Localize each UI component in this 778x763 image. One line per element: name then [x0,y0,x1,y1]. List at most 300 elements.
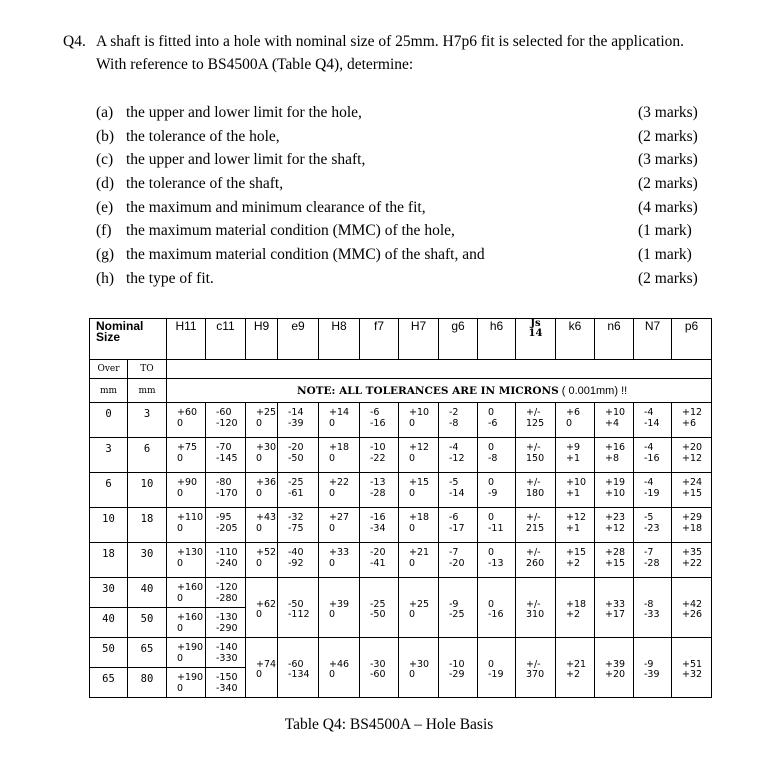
tolerance-cell [516,578,556,638]
tolerance-cell [478,638,516,698]
upper-deviation: +20 [682,442,703,453]
tolerance-cell [672,403,712,438]
upper-deviation: +130 [177,547,204,558]
question-part [96,101,708,125]
bs4500a-table [89,318,712,698]
upper-deviation: +23 [605,512,626,523]
upper-deviation: +21 [566,658,587,670]
tolerance-cell [319,508,360,543]
lower-deviation: +2 [566,609,581,620]
tolerance-cell [634,578,672,638]
upper-deviation: +160 [177,612,204,623]
lower-deviation: +17 [605,609,626,620]
upper-deviation: -25 [370,598,386,610]
tolerance-cell [399,578,439,638]
lower-deviation: +12 [682,452,703,464]
tolerance-cell [278,638,319,698]
upper-deviation: -4 [644,442,654,453]
upper-deviation: +29 [682,512,703,523]
lower-deviation: -8 [488,452,498,464]
column-header: f7 [360,319,399,360]
unit-to: mm [128,379,167,403]
size-range-value: 3 [128,403,167,438]
upper-deviation: +46 [329,658,350,670]
lower-deviation: 125 [526,417,545,429]
tolerance-cell [278,578,319,638]
tolerance-cell [478,438,516,473]
upper-deviation: -7 [644,547,654,558]
column-header: h6 [478,319,516,360]
lower-deviation: 0 [177,522,184,534]
tolerance-cell [672,438,712,473]
tolerance-cell [516,403,556,438]
lower-deviation: -25 [449,609,465,620]
lower-deviation: 370 [526,669,545,680]
lower-deviation: -29 [449,669,465,680]
table-row [90,473,712,508]
lower-deviation: -50 [288,452,304,464]
upper-deviation: +/- [526,442,541,453]
upper-deviation: -14 [288,407,304,418]
size-range-value: 80 [128,668,167,698]
tolerance-cell [516,638,556,698]
upper-deviation: +15 [566,547,587,558]
upper-deviation: -6 [449,512,459,523]
tolerance-cell [246,438,278,473]
tolerance-cell [206,638,246,668]
lower-deviation: +1 [566,487,581,499]
tolerance-cell [478,473,516,508]
upper-deviation: +10 [409,407,430,418]
upper-deviation: +52 [256,547,277,558]
tolerance-cell [556,403,595,438]
tolerance-cell [634,473,672,508]
question-part [96,148,708,172]
lower-deviation: +1 [566,522,581,534]
upper-deviation: -30 [370,658,386,670]
lower-deviation: -145 [216,452,238,464]
tolerance-cell [556,543,595,578]
upper-deviation: +18 [409,512,430,523]
upper-deviation: +110 [177,512,204,523]
column-header: p6 [672,319,712,360]
upper-deviation: -120 [216,582,238,593]
nominal-label: Nominal [96,319,144,333]
tolerance-cell [439,578,478,638]
column-header: H11 [167,319,206,360]
upper-deviation: -6 [370,407,380,418]
column-header: H8 [319,319,360,360]
unit-over: mm [90,379,128,403]
tolerance-cell [634,403,672,438]
lower-deviation: +2 [566,669,581,680]
upper-deviation: +60 [177,407,198,418]
upper-deviation: -9 [644,658,654,670]
lower-deviation: -11 [488,522,504,534]
note-units: ( 0.001mm) !! [558,384,628,397]
upper-deviation: +160 [177,582,204,593]
upper-deviation: +33 [605,598,626,610]
lower-deviation: 0 [409,417,416,429]
question-part [96,267,708,291]
part-label: (a) [96,104,114,121]
upper-deviation: -20 [370,547,386,558]
part-label: (b) [96,127,115,145]
upper-deviation: +39 [329,598,350,610]
upper-deviation: +43 [256,512,277,523]
lower-deviation: 0 [177,652,184,664]
tolerance-cell [439,508,478,543]
lower-deviation: 0 [409,487,416,499]
tolerance-cell [672,638,712,698]
tolerance-cell [439,473,478,508]
size-range-value: 10 [90,508,128,543]
table-row [90,403,712,438]
lower-deviation: 180 [526,487,545,499]
lower-deviation: -170 [216,487,238,499]
tolerance-cell [246,638,278,698]
upper-deviation: -16 [370,512,386,523]
tolerance-cell [556,473,595,508]
lower-deviation: +26 [682,609,703,620]
lower-deviation: -50 [370,609,386,620]
tolerance-cell [360,508,399,543]
lower-deviation: 0 [566,417,573,429]
tolerance-cell [319,638,360,698]
tolerance-cell [556,508,595,543]
lower-deviation: 0 [177,557,184,569]
lower-deviation: -28 [644,557,660,569]
upper-deviation: -8 [644,598,654,610]
part-text: the type of fit. [126,269,214,287]
column-header: e9 [278,319,319,360]
lower-deviation: 310 [526,609,545,620]
column-header: c11 [206,319,246,360]
over-to-spacer [167,360,712,379]
tolerance-cell [167,473,206,508]
upper-deviation: +90 [177,477,198,488]
lower-deviation: 0 [177,682,184,694]
table-row [90,578,712,608]
lower-deviation: -19 [488,669,504,680]
part-label: (h) [96,269,115,287]
upper-deviation: +33 [329,547,350,558]
column-header: k6 [556,319,595,360]
lower-deviation: -23 [644,522,660,534]
tolerance-cell [595,403,634,438]
tolerance-cell [399,438,439,473]
size-range-value: 30 [128,543,167,578]
part-text: the upper and lower limit for the hole, [126,104,362,121]
lower-deviation: +15 [605,557,626,569]
upper-deviation: +/- [526,407,541,418]
lower-deviation: -340 [216,682,238,694]
lower-deviation: +2 [566,557,581,569]
lower-deviation: -9 [488,487,498,499]
upper-deviation: -25 [288,477,304,488]
upper-deviation: 0 [488,512,495,523]
column-header: g6 [439,319,478,360]
lower-deviation: +6 [682,417,697,429]
column-header: H7 [399,319,439,360]
part-marks: (2 marks) [638,127,698,145]
lower-deviation: -16 [370,417,386,429]
lower-deviation: -28 [370,487,386,499]
table-header-row [90,319,712,360]
question-header [63,30,684,76]
lower-deviation: -39 [288,417,304,429]
question-parts-list [96,101,708,291]
upper-deviation: +12 [682,407,703,418]
tolerance-cell [439,438,478,473]
tolerance-cell [672,473,712,508]
lower-deviation: +15 [682,487,703,499]
upper-deviation: -60 [216,407,232,418]
lower-deviation: +8 [605,452,620,464]
upper-deviation: +42 [682,598,703,610]
tolerance-cell [516,508,556,543]
lower-deviation: 0 [329,487,336,499]
lower-deviation: -75 [288,522,304,534]
lower-deviation: 0 [409,522,416,534]
lower-deviation: +4 [605,417,620,429]
tolerance-cell [360,543,399,578]
lower-deviation: -61 [288,487,304,499]
tolerance-cell [399,638,439,698]
upper-deviation: -95 [216,512,232,523]
lower-deviation: +1 [566,452,581,464]
table-row [90,543,712,578]
tolerance-cell [319,543,360,578]
question-part [96,243,708,267]
tolerance-cell [478,508,516,543]
upper-deviation: +30 [409,658,430,670]
upper-deviation: +25 [409,598,430,610]
tolerance-cell [278,543,319,578]
upper-deviation: +22 [329,477,350,488]
lower-deviation: 0 [177,622,184,634]
upper-deviation: -150 [216,672,238,683]
question-part [96,196,708,220]
tolerance-cell [516,473,556,508]
upper-deviation: +19 [605,477,626,488]
upper-deviation: +27 [329,512,350,523]
lower-deviation: +22 [682,557,703,569]
tolerance-cell [206,543,246,578]
tolerance-cell [634,438,672,473]
upper-deviation: +190 [177,642,204,653]
table-caption: Table Q4: BS4500A – Hole Basis [284,716,494,733]
lower-deviation: -240 [216,557,238,569]
lower-deviation: 0 [409,609,416,620]
column-header [516,319,556,360]
upper-deviation: +39 [605,658,626,670]
tolerance-cell [278,508,319,543]
lower-deviation: +20 [605,669,626,680]
part-marks: (4 marks) [638,198,698,216]
part-label: (e) [96,198,114,216]
size-range-value: 6 [128,438,167,473]
lower-deviation: 0 [256,487,263,499]
lower-deviation: 0 [256,669,263,680]
upper-deviation: -32 [288,512,304,523]
lower-deviation: +32 [682,669,703,680]
upper-deviation: 0 [488,658,495,670]
tolerance-cell [278,403,319,438]
upper-deviation: +51 [682,658,703,670]
tolerance-cell [167,543,206,578]
tolerance-cell [556,578,595,638]
tolerance-cell [319,438,360,473]
table-row [90,508,712,543]
part-label: (g) [96,246,115,264]
upper-deviation: -9 [449,598,459,610]
tolerance-cell [319,578,360,638]
tolerance-cell [278,473,319,508]
lower-deviation: 0 [409,669,416,680]
part-label: (c) [96,151,114,169]
upper-deviation: -4 [449,442,459,453]
tolerance-cell [595,638,634,698]
js-top: Js [530,318,541,329]
upper-deviation: -80 [216,477,232,488]
to-label: TO [128,360,167,379]
upper-deviation: +30 [256,442,277,453]
tolerance-cell [634,508,672,543]
part-marks: (2 marks) [638,269,698,287]
lower-deviation: -134 [288,669,310,680]
upper-deviation: +62 [256,598,277,610]
upper-deviation: +10 [605,407,626,418]
lower-deviation: -205 [216,522,238,534]
column-header: N7 [634,319,672,360]
lower-deviation: -92 [288,557,304,569]
lower-deviation: 0 [177,417,184,429]
lower-deviation: 150 [526,452,545,464]
lower-deviation: 0 [256,609,263,620]
over-to-row [90,360,712,379]
upper-deviation: -4 [644,407,654,418]
lower-deviation: 0 [177,592,184,604]
tolerance-cell [399,543,439,578]
upper-deviation: +25 [256,407,277,418]
lower-deviation: 0 [329,609,336,620]
part-text: the upper and lower limit for the shaft, [126,151,366,169]
upper-deviation: -5 [449,477,459,488]
lower-deviation: 0 [409,557,416,569]
table-row [90,438,712,473]
lower-deviation: -19 [644,487,660,499]
upper-deviation: -110 [216,547,238,558]
tolerance-cell [246,543,278,578]
tolerance-note [167,379,712,403]
upper-deviation: 0 [488,442,495,453]
upper-deviation: +190 [177,672,204,683]
lower-deviation: -17 [449,522,465,534]
tolerance-cell [360,578,399,638]
size-range-value: 0 [90,403,128,438]
upper-deviation: -5 [644,512,654,523]
note-main: NOTE: ALL TOLERANCES ARE IN MICRONS [297,384,559,397]
lower-deviation: +18 [682,522,703,534]
upper-deviation: +6 [566,407,581,418]
lower-deviation: 260 [526,557,545,569]
tolerance-cell [672,543,712,578]
tolerance-cell [360,438,399,473]
lower-deviation: -120 [216,417,238,429]
upper-deviation: +/- [526,512,541,523]
tolerance-cell [439,638,478,698]
size-range-value: 40 [90,608,128,638]
lower-deviation: -280 [216,592,238,604]
upper-deviation: -7 [449,547,459,558]
size-range-value: 65 [128,638,167,668]
size-range-value: 50 [128,608,167,638]
lower-deviation: 0 [256,557,263,569]
upper-deviation: 0 [488,477,495,488]
upper-deviation: 0 [488,407,495,418]
lower-deviation: 0 [329,557,336,569]
tolerance-cell [167,438,206,473]
tolerance-cell [167,508,206,543]
tolerance-cell [478,543,516,578]
tolerance-cell [246,403,278,438]
part-text: the tolerance of the shaft, [126,175,284,193]
tolerance-cell [516,438,556,473]
part-label: (f) [96,222,112,240]
size-range-value: 3 [90,438,128,473]
upper-deviation: -10 [449,658,465,670]
upper-deviation: +74 [256,658,277,670]
tolerance-cell [246,473,278,508]
upper-deviation: -20 [288,442,304,453]
tolerance-cell [672,508,712,543]
question-part [96,219,708,243]
lower-deviation: 0 [329,452,336,464]
lower-deviation: -34 [370,522,386,534]
upper-deviation: +/- [526,598,541,610]
lower-deviation: -33 [644,609,660,620]
tolerance-cell [399,403,439,438]
part-text: the maximum and minimum clearance of the fit, [126,198,426,216]
upper-deviation: +21 [409,547,430,558]
tolerance-cell [556,638,595,698]
nominal-size-header [90,319,167,360]
lower-deviation: -20 [449,557,465,569]
size-range-value: 65 [90,668,128,698]
upper-deviation: +/- [526,477,541,488]
tolerance-cell [478,403,516,438]
question-part [96,125,708,149]
tolerance-cell [516,543,556,578]
size-range-value: 18 [128,508,167,543]
tolerance-cell [595,473,634,508]
tolerance-cell [206,473,246,508]
upper-deviation: +36 [256,477,277,488]
tolerance-cell [634,543,672,578]
upper-deviation: -4 [644,477,654,488]
size-range-value: 40 [128,578,167,608]
lower-deviation: -22 [370,452,386,464]
part-text: the tolerance of the hole, [126,127,280,145]
upper-deviation: +10 [566,477,587,488]
over-label: Over [90,360,128,379]
lower-deviation: 0 [256,452,263,464]
lower-deviation: -41 [370,557,386,569]
lower-deviation: -14 [644,417,660,429]
part-text: the maximum material condition (MMC) of the shaft, and [126,246,485,264]
upper-deviation: +28 [605,547,626,558]
